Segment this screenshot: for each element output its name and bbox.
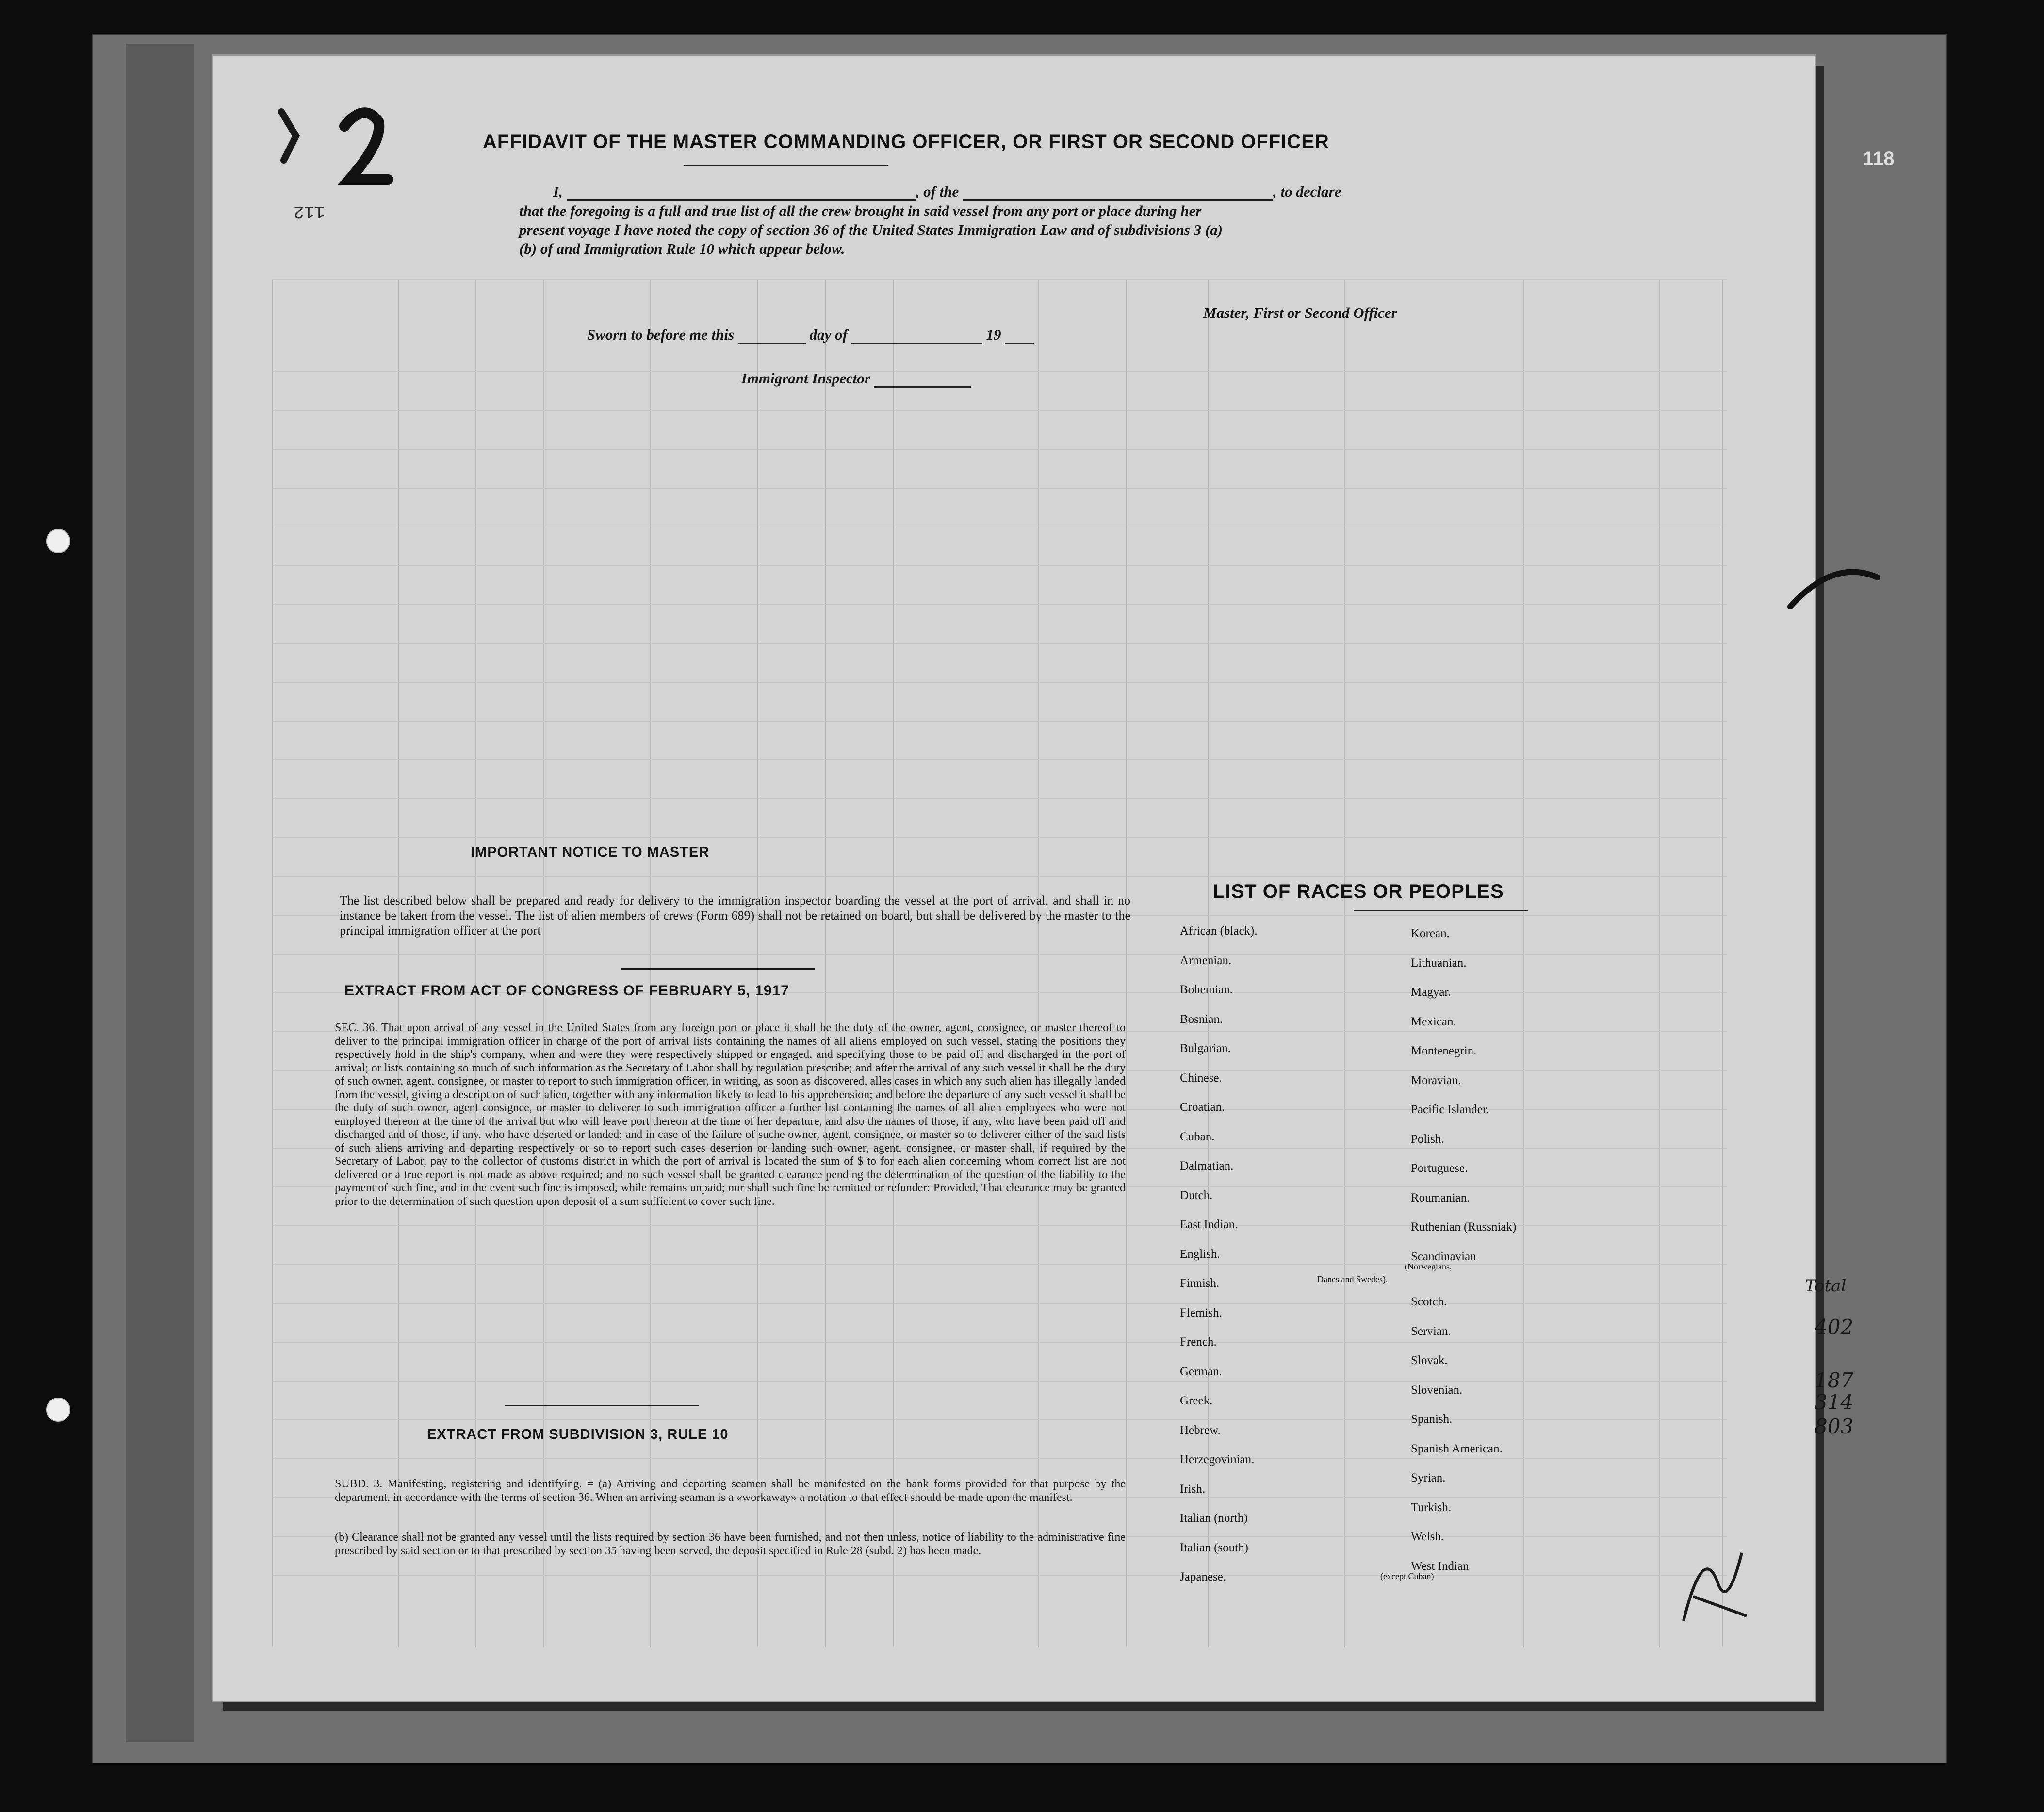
race-left-item: Greek. [1180, 1394, 1213, 1407]
race-left-item: Dutch. [1180, 1188, 1213, 1202]
affidavit-i: I, [553, 183, 563, 200]
handwritten-mark-left [272, 107, 306, 165]
race-left-item: Italian (south) [1180, 1541, 1248, 1554]
race-left-item: Japanese. [1180, 1570, 1226, 1583]
race-right-item: Spanish. [1411, 1413, 1453, 1426]
race-left-item: Armenian. [1180, 954, 1232, 967]
margin-number: 402 [1815, 1315, 1854, 1339]
race-right-item: Portuguese. [1411, 1162, 1468, 1175]
race-right-item: West Indian [1411, 1559, 1469, 1573]
act-rule [505, 1405, 699, 1406]
handwritten-numeral-mark [330, 97, 398, 194]
act-text: SEC. 36. That upon arrival of any vessel in the United States from any foreign port or place it shall be the duty of the owner, agent, consignee, or master thereof to deliver to the principal immigration officer in charge of the port of arrival lists containing the names of all aliens employed on such vessel, stating the positions they respectively hold in the ship's company, when and were they were respectively shipped or engaged, and specifying those to be paid off and discharged in the port of arrival; or lists containing so much of such information as the Secretary of Labor shall by regulation prescribe; and after the arrival of any such vessel it shall be the duty of such owner, agent, consignee, or master to report to such immigration officer, in writing, as soon as discovered, alles cases in which any such alien has illegally landed from the vessel, giving a description of such alien, together with any information likely to lead to his apprehension; and before the departure of any such vessel it shall be the duty of such owner, agent consignee, or master to deliverer to such immigration officer a further list containing the names of all alien employees who were not employed thereon at the time of the arrival but who will leave port thereon at the time of her departure, and also the names of those, if any, who have been paid off and discharged and of those, if any, who have deserted or landed; and in case of the failure of suche owner, agent, consignee, or master so to deliverer either of the said lists of such aliens arriving and departing respectively or so to report such cases desertion or landing such owner, agent, consignee, or master shall, if required by the Secretary of Labor, pay to the collector of customs district in which the port of arrival is located the sum of $ to for each alien concerning whom correct list are not delivered or a true report is not made as above required; and no such vessel shall be granted clearance pending the determination of the question of the liability to the payment of such fine, and in the event such fine is imposed, while remains unpaid; nor shall such fine be remitted or refunder: Provided, That clearance may be granted prior to the determination of such question upon deposit of a sum sufficient to cover such fine. [335, 1021, 1126, 1208]
race-right-item: Mexican. [1411, 1015, 1456, 1028]
stamp-112: 112 [294, 201, 325, 221]
sworn-text: Sworn to before me this [587, 326, 735, 343]
race-left-item: Flemish. [1180, 1306, 1222, 1319]
race-right-item: Ruthenian (Russniak) [1411, 1220, 1517, 1234]
race-left-item: Bohemian. [1180, 983, 1233, 996]
page-number: 118 [1863, 148, 1895, 169]
sworn-line [587, 325, 1266, 344]
race-right-item: Roumanian. [1411, 1191, 1470, 1204]
race-left-item: Herzegovinian. [1180, 1453, 1255, 1466]
race-left-item: Bosnian. [1180, 1012, 1223, 1026]
name-blank [567, 199, 916, 201]
margin-total: Total [1805, 1276, 1847, 1296]
master-label: Master, First or Second Officer [1203, 304, 1397, 321]
race-right-item: Welsh. [1411, 1530, 1444, 1544]
race-right-item: Moravian. [1411, 1073, 1461, 1087]
affidavit-line-2: that the foregoing is a full and true list of all the crew brought in said vessel from any port or place during her [519, 202, 1202, 219]
punch-hole [46, 1398, 70, 1422]
year-19: 19 [986, 326, 1001, 343]
race-right-item: Syrian. [1411, 1471, 1446, 1485]
day-blank [738, 343, 806, 344]
notice-text: The list described below shall be prepared and ready for delivery to the immigration inspector boarding the vessel at the port of arrival, and shall in no instance be taken from the vessel. The list of alien members of crews (Form 689) shall not be retained on board, but shall be delivered by the master to the principal immigration officer at the port [340, 893, 1130, 938]
race-right-item: Magyar. [1411, 986, 1451, 999]
race-left-item: French. [1180, 1335, 1217, 1349]
race-left-item: Bulgarian. [1180, 1042, 1231, 1055]
affidavit-title: AFFIDAVIT OF THE MASTER COMMANDING OFFICER, OR FIRST OR SECOND OFFICER [483, 131, 1329, 152]
year-blank [1005, 343, 1034, 344]
act-heading: EXTRACT FROM ACT OF CONGRESS OF FEBRUARY 5, 1917 [344, 983, 789, 999]
rule-text-b: (b) Clearance shall not be granted any vessel until the lists required by section 36 have been furnished, and not then unless, notice of liability to the administrative fine prescribed by said section or to that prescribed by section 35 having been served, the deposit specified in Rule 28 (subd. 2) has been made. [335, 1531, 1126, 1557]
race-right-item: Lithuanian. [1411, 956, 1467, 970]
race-right-item: Korean. [1411, 927, 1450, 940]
handwritten-signature-scribble [1674, 1524, 1756, 1640]
race-left-item: Chinese. [1180, 1071, 1222, 1085]
day-of: day of [809, 326, 848, 343]
race-left-item: English. [1180, 1247, 1220, 1261]
binder-strip [126, 44, 194, 1742]
race-left-item: Finnish. [1180, 1277, 1220, 1290]
races-rule [1354, 910, 1528, 911]
punch-hole [46, 529, 70, 553]
race-left-item: East Indian. [1180, 1218, 1238, 1231]
affidavit-line-3: present voyage I have noted the copy of section 36 of the United States Immigration Law and of subdivisions 3 (a) [519, 221, 1223, 238]
race-left-item: Irish. [1180, 1482, 1206, 1496]
scandinavian-note-2: Danes and Swedes). [1317, 1274, 1388, 1284]
race-left-item: Cuban. [1180, 1130, 1215, 1143]
race-left-item: German. [1180, 1365, 1222, 1378]
race-right-item: Polish. [1411, 1132, 1444, 1146]
race-right-item: Turkish. [1411, 1500, 1452, 1514]
rule-text-a: SUBD. 3. Manifesting, registering and identifying. = (a) Arriving and departing seamen shall be manifested on the bank forms provided for that purpose by the department, in accordance with the terms of section 36. When an arriving seaman is a «workaway» a notation to that effect should be made upon the manifest. [335, 1478, 1126, 1504]
margin-number: 803 [1815, 1415, 1854, 1438]
race-left-item: Croatian. [1180, 1101, 1225, 1114]
of-the: , of the [916, 183, 959, 200]
affidavit-line-4: (b) of and Immigration Rule 10 which appear below. [519, 240, 845, 257]
month-blank [851, 343, 982, 344]
race-right-item: Slovenian. [1411, 1383, 1463, 1397]
rule-heading: EXTRACT FROM SUBDIVISION 3, RULE 10 [427, 1427, 729, 1442]
race-right-item: Servian. [1411, 1324, 1451, 1338]
race-left-item: Dalmatian. [1180, 1159, 1234, 1172]
margin-number: 314 [1815, 1390, 1854, 1414]
title-rule [684, 165, 888, 166]
race-left-item: African (black). [1180, 924, 1258, 938]
margin-number: 187 [1815, 1368, 1854, 1392]
race-left-item: Hebrew. [1180, 1423, 1221, 1437]
affidavit-sheet [213, 56, 1815, 1701]
affidavit-line-1 [553, 182, 1669, 201]
race-right-item: Pacific Islander. [1411, 1103, 1489, 1116]
west-indian-note: (except Cuban) [1380, 1571, 1434, 1581]
notice-heading: IMPORTANT NOTICE TO MASTER [471, 844, 710, 860]
to-declare: , to declare [1273, 183, 1341, 200]
inspector-text: Immigrant Inspector [741, 370, 870, 387]
race-right-item: Slovak. [1411, 1354, 1448, 1367]
race-right-item: Montenegrin. [1411, 1044, 1477, 1057]
races-title: LIST OF RACES OR PEOPLES [1213, 881, 1504, 902]
inspector-sign-blank [874, 386, 971, 388]
inspector-line [737, 369, 1174, 388]
handwritten-curve-mark [1785, 548, 1882, 616]
vessel-blank [963, 199, 1273, 201]
notice-rule [621, 968, 815, 970]
race-right-item: Scotch. [1411, 1295, 1447, 1309]
scandinavian-note: (Norwegians, [1405, 1262, 1452, 1271]
race-right-item: Scandinavian [1411, 1250, 1476, 1263]
race-left-item: Italian (north) [1180, 1512, 1248, 1525]
race-right-item: Spanish American. [1411, 1442, 1503, 1455]
